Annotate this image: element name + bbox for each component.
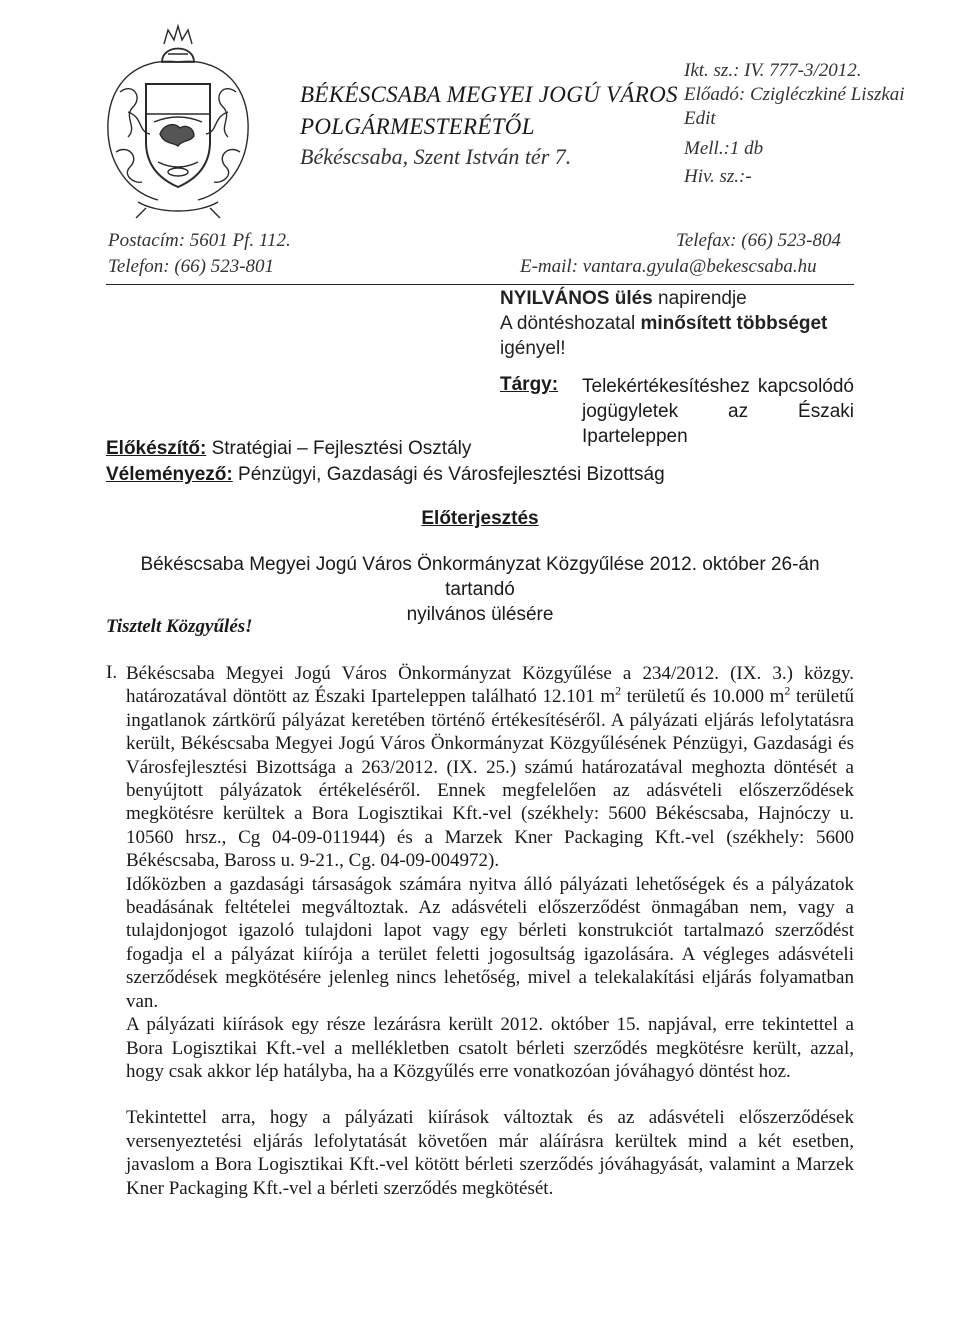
- presenter: Előadó: Czigléczkiné Liszkai: [684, 84, 905, 105]
- paragraph-1-part-c: területű ingatlanok zártkörű pályázat keretében történő értékesítéséről. A pályázati eljárás lefolytatásra került, Békéscsaba Megyei Jogú Város Önkormányzat Közgyűlésének Pénzügyi, Gazdasági és Városfejlesztési Bizottsága a 263/2012. (IX. 25.) számú határozatával meghozta döntését a benyújtott pályázatok értékeléséről. Ennek megfelelően az adásvételi előszerződések megkötésre kerültek a Bora Logisztikai Kft.-vel (székhely: 5600 Békéscsaba, Hajnóczy u. 10560 hrsz., Cg 04-09-011944) és a Marzek Kner Packaging Kft.-vel (székhely: 5600 Békéscsaba, Baross u. 9-21., Cg. 04-09-004972).: [126, 686, 855, 872]
- opinion-label: Véleményező:: [106, 464, 233, 485]
- preparer-label: Előkészítő:: [106, 438, 207, 459]
- superscript: 2: [784, 684, 791, 699]
- city-name: BÉKÉSCSABA MEGYEI JOGÚ VÁROS: [300, 82, 678, 107]
- fax-number: Telefax: (66) 523-804: [676, 230, 841, 251]
- document-body: [126, 662, 854, 1200]
- subject-label: Tárgy:: [500, 374, 559, 395]
- requires-label: igényel!: [500, 338, 566, 359]
- reference-number: Ikt. sz.: IV. 777-3/2012.: [684, 60, 862, 81]
- paragraph-1-part-b: területű és 10.000 m: [621, 686, 785, 708]
- subject-text: Telekértékesítéshez kapcsolódó jogügyletek az Északi Iparteleppen: [582, 376, 854, 447]
- preparer-line: [106, 438, 471, 460]
- paragraph-2: Időközben a gazdasági társaságok számára nyitva álló pályázati lehetőségek és a pályázatok beadásának feltételei megváltoztak. Az adásvételi előszerződést önmagában nem, vagy a tulajdonjogot igazoló tulajdoni lapot vagy egy bérleti konstrukciót tartalmazó szerződést fogadja el a pályázat kiírója a terület feletti jogosultság igazolására. A végleges adásvételi szerződések megkötésére jelenleg nincs lehetőség, mivel a telekalakítási eljárás folyamatban van.: [126, 873, 854, 1012]
- opinion-line: [106, 464, 665, 486]
- section-number: I.: [106, 662, 118, 683]
- mayor-office: POLGÁRMESTERÉTŐL: [300, 114, 535, 139]
- presenter-continued: Edit: [684, 108, 716, 129]
- paragraph-4: Tekintettel arra, hogy a pályázati kiírások változtak és az adásvételi előszerződések versenyeztetési eljárás lefolytatását követően már aláírásra kerültek mind a két esetben, javaslom a Bora Logisztikai Kft.-vel kötött bérleti szerződés jóváhagyását, valamint a Marzek Kner Packaging Kft.-vel a bérleti szerződés megkötését.: [126, 1107, 854, 1199]
- superscript: 2: [615, 684, 622, 699]
- salutation: Tisztelt Közgyűlés!: [106, 616, 253, 637]
- meeting-line-2: nyilvános ülésére: [406, 604, 554, 625]
- decision-prefix: A döntéshozatal: [500, 313, 636, 334]
- attachment-count: Mell.:1 db: [684, 138, 764, 159]
- paragraph-3: A pályázati kiírások egy része lezárásra került 2012. október 15. napjával, erre tekintettel a Bora Logisztikai Kft.-vel a mellékletben csatolt bérleti szerződés megkötésre került, azzal, hogy csak akkor lép hatályba, ha a Közgyűlés erre vonatkozóan jóváhagyó döntést hoz.: [126, 1014, 854, 1082]
- public-session: NYILVÁNOS ülés: [500, 288, 653, 309]
- email-address: E-mail: vantara.gyula@bekescsaba.hu: [520, 256, 817, 277]
- postal-address: Postacím: 5601 Pf. 112.: [108, 230, 291, 251]
- document-title: Előterjesztés: [421, 508, 539, 529]
- coat-of-arms-logo: [98, 22, 258, 222]
- phone-number: Telefon: (66) 523-801: [108, 256, 275, 277]
- header-divider: [106, 284, 854, 285]
- session-note: [500, 286, 827, 361]
- hiv-number: Hiv. sz.:-: [684, 166, 752, 187]
- preparer-value: Stratégiai – Fejlesztési Osztály: [211, 438, 472, 459]
- meeting-line-1: Békéscsaba Megyei Jogú Város Önkormányzat Közgyűlése 2012. október 26-án tartandó: [140, 554, 820, 600]
- office-address: Békéscsaba, Szent István tér 7.: [300, 144, 572, 169]
- paragraph-1: [126, 662, 854, 873]
- agenda-label: napirendje: [658, 288, 747, 309]
- qualified-majority: minősített többséget: [640, 313, 828, 334]
- paragraph-1-part-a: Békéscsaba Megyei Jogú Város Önkormányzat Közgyűlése a 234/2012. (IX. 3.) közgy. határozatával döntött az Északi Iparteleppen található 12.101 m: [126, 663, 854, 708]
- opinion-value: Pénzügyi, Gazdasági és Városfejlesztési Bizottság: [238, 464, 665, 485]
